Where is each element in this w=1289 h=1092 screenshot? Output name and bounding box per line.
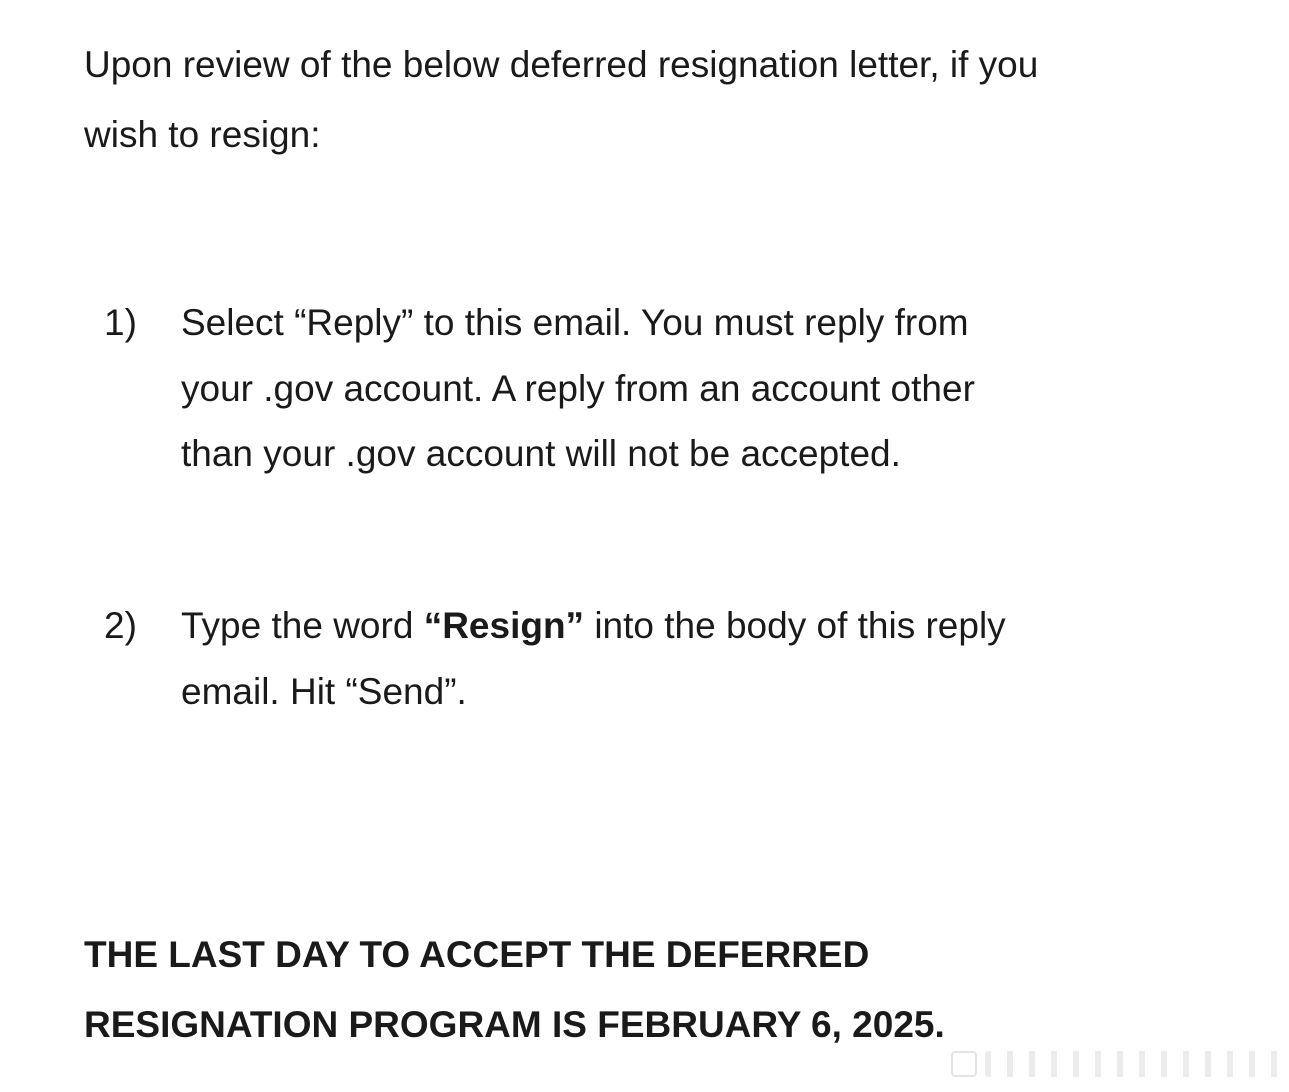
deadline-notice: THE LAST DAY TO ACCEPT THE DEFERRED RESIGNATION PROGRAM IS FEBRUARY 6, 2025. (84, 934, 945, 1045)
list-item-number: 1) (104, 302, 137, 343)
watermark-logo-icon (951, 1051, 977, 1077)
list-item-text-after: into the body of this reply email. Hit “Send”. (181, 605, 1006, 712)
list-item-text-before: Type the word (181, 605, 424, 646)
list-item-text (181, 593, 1041, 724)
watermark (951, 1046, 1281, 1082)
intro-paragraph: Upon review of the below deferred resignation letter, if you wish to resign: (84, 44, 1039, 155)
watermark-text-graphic (985, 1051, 1281, 1077)
list-item-text: Select “Reply” to this email. You must reply from your .gov account. A reply from an account other than your .gov account will not be accepted. (181, 302, 975, 474)
resign-keyword: “Resign” (423, 605, 585, 646)
list-item-number: 2) (104, 605, 137, 646)
